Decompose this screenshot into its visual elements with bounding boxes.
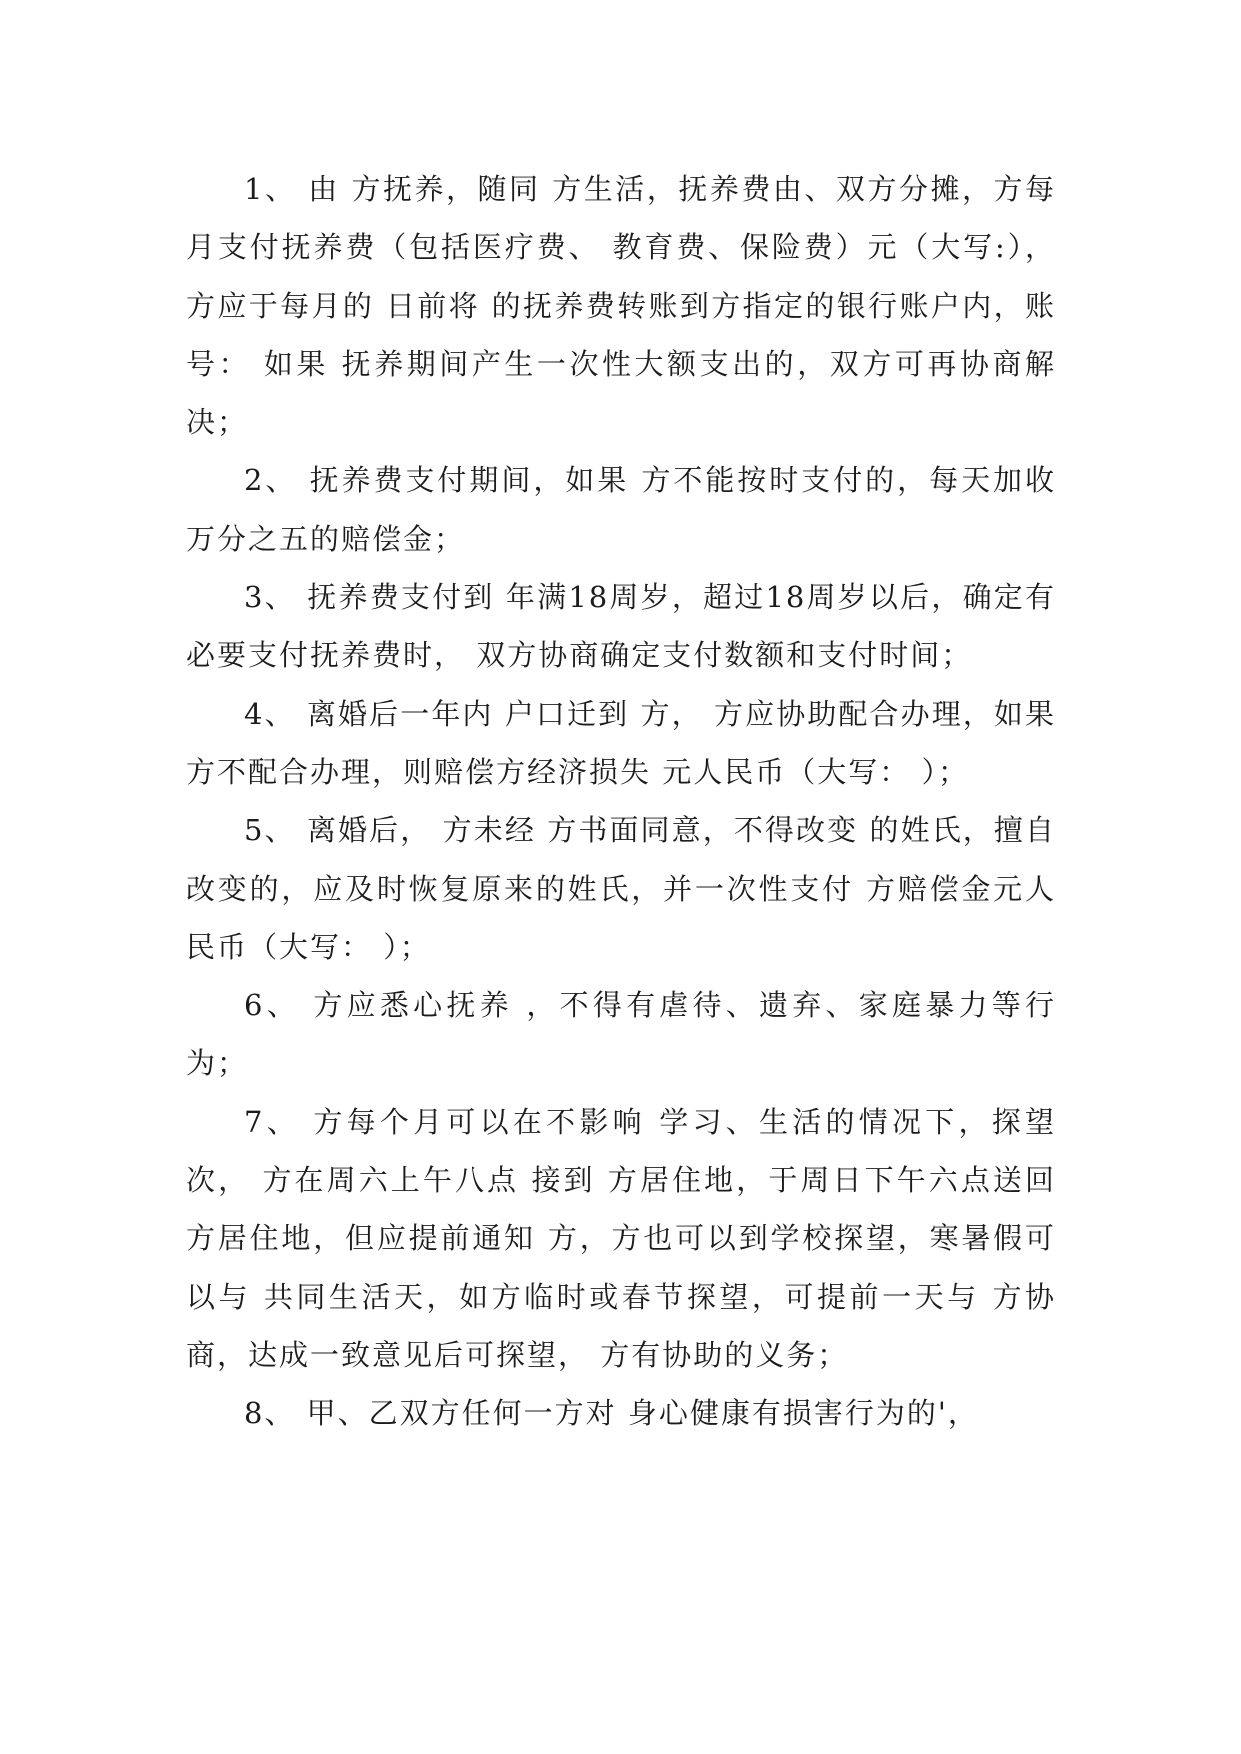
paragraph-1: 1、 由 方抚养，随同 方生活，抚养费由、双方分摊，方每月支付抚养费（包括医疗费、 教育费、保险费）元（大写:）， 方应于每月的 日前将 的抚养费转账到方指定的银行账户内，账号： 如果 抚养期间产生一次性大额支出的，双方可再协商解决； [186, 172, 1068, 440]
paragraph-4: 4、 离婚后一年内 户口迁到 方， 方应协助配合办理，如果 方不配合办理，则赔偿方经济损失 元人民币（大写： ）； [186, 696, 1068, 789]
paragraph-6: 6、 方应悉心抚养 ，不得有虐待、遗弃、家庭暴力等行为； [186, 988, 1056, 1081]
paragraph-2: 2、 抚养费支付期间，如果 方不能按时支付的，每天加收万分之五的赔偿金； [186, 463, 1056, 556]
paragraph-7: 7、 方每个月可以在不影响 学习、生活的情况下，探望 次， 方在周六上午八点 接到 方居住地，于周日下午六点送回 方居住地，但应提前通知 方，方也可以到学校探望，寒暑假可以与 共同生活天，如方临时或春节探望，可提前一天与 方协商，达成一致意见后可探望， 方有协助的义务； [186, 1104, 1068, 1372]
document-body [186, 160, 1068, 1443]
paragraph-5: 5、 离婚后， 方未经 方书面同意，不得改变 的姓氏，擅自改变的，应及时恢复原来的姓氏，并一次性支付 方赔偿金元人民币（大写： ）； [186, 813, 1056, 964]
paragraph-3: 3、 抚养费支付到 年满18周岁，超过18周岁以后，确定有必要支付抚养费时， 双方协商确定支付数额和支付时间； [186, 580, 1056, 673]
paragraph-8: 8、 甲、乙双方任何一方对 身心健康有损害行为的'， [244, 1396, 979, 1431]
